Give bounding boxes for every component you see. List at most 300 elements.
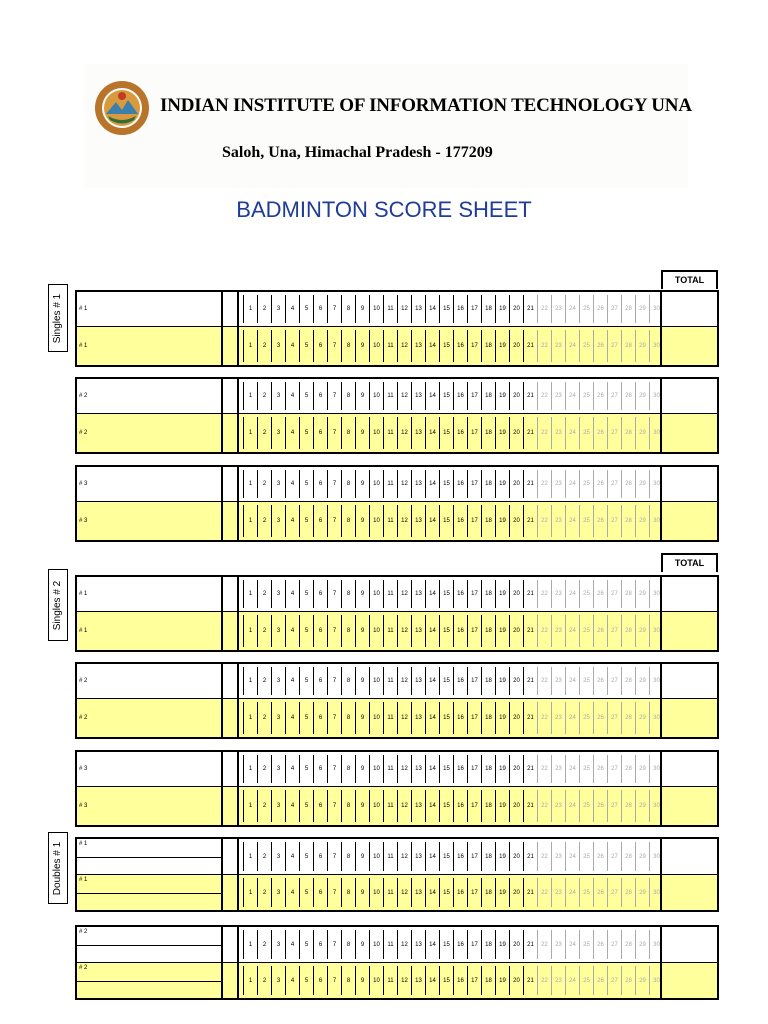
point-cell[interactable]: 16 bbox=[453, 755, 467, 783]
point-cell[interactable]: 15 bbox=[439, 615, 453, 647]
point-cell[interactable]: 25 bbox=[579, 615, 593, 647]
point-cell[interactable]: 19 bbox=[495, 295, 509, 323]
point-cell[interactable]: 12 bbox=[397, 615, 411, 647]
point-cell[interactable]: 16 bbox=[453, 930, 467, 959]
point-cell[interactable]: 25 bbox=[579, 966, 593, 995]
player-name-field[interactable] bbox=[77, 612, 223, 650]
point-cell[interactable]: 8 bbox=[341, 930, 355, 959]
point-cell[interactable]: 26 bbox=[593, 667, 607, 695]
point-cell[interactable]: 16 bbox=[453, 702, 467, 734]
point-cell[interactable]: 2 bbox=[257, 702, 271, 734]
point-cell[interactable]: 13 bbox=[411, 330, 425, 362]
point-cell[interactable]: 23 bbox=[551, 615, 565, 647]
point-cell[interactable]: 1 bbox=[243, 966, 257, 995]
player-name-field[interactable] bbox=[77, 327, 223, 365]
point-cell[interactable]: 18 bbox=[481, 842, 495, 871]
point-cell[interactable]: 7 bbox=[327, 790, 341, 822]
point-cell[interactable]: 24 bbox=[565, 417, 579, 449]
point-cell[interactable]: 28 bbox=[621, 580, 635, 608]
point-cell[interactable]: 22 bbox=[537, 470, 551, 498]
point-cell[interactable]: 16 bbox=[453, 790, 467, 822]
point-cell[interactable]: 4 bbox=[285, 505, 299, 537]
point-cell[interactable]: 21 bbox=[523, 790, 537, 822]
point-cell[interactable]: 13 bbox=[411, 295, 425, 323]
point-cell[interactable]: 18 bbox=[481, 615, 495, 647]
point-cell[interactable]: 11 bbox=[383, 505, 397, 537]
point-cell[interactable]: 23 bbox=[551, 790, 565, 822]
point-cell[interactable]: 21 bbox=[523, 615, 537, 647]
point-cell[interactable]: 24 bbox=[565, 702, 579, 734]
service-cell[interactable] bbox=[223, 467, 239, 501]
total-score-cell[interactable] bbox=[660, 379, 717, 413]
point-cell[interactable]: 27 bbox=[607, 842, 621, 871]
point-cell[interactable]: 12 bbox=[397, 470, 411, 498]
point-cell[interactable]: 23 bbox=[551, 878, 565, 907]
service-cell[interactable] bbox=[223, 787, 239, 825]
point-cell[interactable]: 7 bbox=[327, 470, 341, 498]
point-cell[interactable]: 30 bbox=[649, 790, 663, 822]
point-cell[interactable]: 28 bbox=[621, 667, 635, 695]
point-cell[interactable]: 25 bbox=[579, 702, 593, 734]
point-cell[interactable]: 21 bbox=[523, 702, 537, 734]
point-cell[interactable]: 1 bbox=[243, 615, 257, 647]
point-cell[interactable]: 3 bbox=[271, 667, 285, 695]
point-cell[interactable]: 11 bbox=[383, 382, 397, 410]
point-cell[interactable]: 26 bbox=[593, 615, 607, 647]
point-cell[interactable]: 20 bbox=[509, 580, 523, 608]
point-cell[interactable]: 7 bbox=[327, 417, 341, 449]
point-cell[interactable]: 29 bbox=[635, 330, 649, 362]
point-cell[interactable]: 18 bbox=[481, 470, 495, 498]
point-cell[interactable]: 3 bbox=[271, 966, 285, 995]
point-cell[interactable]: 4 bbox=[285, 878, 299, 907]
point-cell[interactable]: 17 bbox=[467, 505, 481, 537]
point-cell[interactable]: 7 bbox=[327, 330, 341, 362]
point-cell[interactable]: 7 bbox=[327, 842, 341, 871]
service-cell[interactable] bbox=[223, 699, 239, 737]
point-cell[interactable]: 15 bbox=[439, 702, 453, 734]
point-cell[interactable]: 29 bbox=[635, 878, 649, 907]
point-cell[interactable]: 8 bbox=[341, 790, 355, 822]
point-cell[interactable]: 21 bbox=[523, 505, 537, 537]
point-cell[interactable]: 27 bbox=[607, 417, 621, 449]
point-cell[interactable]: 20 bbox=[509, 667, 523, 695]
point-cell[interactable]: 25 bbox=[579, 790, 593, 822]
player-name-field[interactable] bbox=[77, 502, 223, 540]
point-cell[interactable]: 3 bbox=[271, 615, 285, 647]
point-cell[interactable]: 13 bbox=[411, 470, 425, 498]
point-cell[interactable]: 15 bbox=[439, 580, 453, 608]
point-cell[interactable]: 28 bbox=[621, 842, 635, 871]
point-cell[interactable]: 30 bbox=[649, 417, 663, 449]
point-cell[interactable]: 1 bbox=[243, 580, 257, 608]
point-cell[interactable]: 27 bbox=[607, 505, 621, 537]
point-cell[interactable]: 21 bbox=[523, 417, 537, 449]
point-cell[interactable]: 20 bbox=[509, 295, 523, 323]
point-cell[interactable]: 10 bbox=[369, 878, 383, 907]
point-cell[interactable]: 13 bbox=[411, 755, 425, 783]
point-cell[interactable]: 20 bbox=[509, 702, 523, 734]
player-name-field[interactable] bbox=[77, 927, 223, 962]
point-cell[interactable]: 29 bbox=[635, 842, 649, 871]
total-score-cell[interactable] bbox=[660, 664, 717, 698]
point-cell[interactable]: 24 bbox=[565, 580, 579, 608]
point-cell[interactable]: 6 bbox=[313, 470, 327, 498]
point-cell[interactable]: 9 bbox=[355, 755, 369, 783]
point-cell[interactable]: 25 bbox=[579, 330, 593, 362]
point-cell[interactable]: 30 bbox=[649, 580, 663, 608]
point-cell[interactable]: 19 bbox=[495, 702, 509, 734]
point-cell[interactable]: 14 bbox=[425, 790, 439, 822]
point-cell[interactable]: 24 bbox=[565, 966, 579, 995]
point-cell[interactable]: 30 bbox=[649, 382, 663, 410]
point-cell[interactable]: 21 bbox=[523, 667, 537, 695]
point-cell[interactable]: 3 bbox=[271, 842, 285, 871]
point-cell[interactable]: 14 bbox=[425, 417, 439, 449]
point-cell[interactable]: 2 bbox=[257, 470, 271, 498]
point-cell[interactable]: 30 bbox=[649, 930, 663, 959]
point-cell[interactable]: 30 bbox=[649, 330, 663, 362]
service-cell[interactable] bbox=[223, 379, 239, 413]
point-cell[interactable]: 24 bbox=[565, 930, 579, 959]
point-cell[interactable]: 23 bbox=[551, 966, 565, 995]
point-cell[interactable]: 16 bbox=[453, 580, 467, 608]
point-cell[interactable]: 15 bbox=[439, 790, 453, 822]
point-cell[interactable]: 27 bbox=[607, 878, 621, 907]
point-cell[interactable]: 29 bbox=[635, 930, 649, 959]
point-cell[interactable]: 19 bbox=[495, 417, 509, 449]
point-cell[interactable]: 15 bbox=[439, 878, 453, 907]
point-cell[interactable]: 26 bbox=[593, 580, 607, 608]
point-cell[interactable]: 9 bbox=[355, 790, 369, 822]
player-name-field[interactable] bbox=[77, 664, 223, 698]
service-cell[interactable] bbox=[223, 577, 239, 611]
point-cell[interactable]: 7 bbox=[327, 702, 341, 734]
service-cell[interactable] bbox=[223, 502, 239, 540]
point-cell[interactable]: 16 bbox=[453, 615, 467, 647]
point-cell[interactable]: 30 bbox=[649, 878, 663, 907]
point-cell[interactable]: 5 bbox=[299, 417, 313, 449]
point-cell[interactable]: 10 bbox=[369, 930, 383, 959]
point-cell[interactable]: 27 bbox=[607, 790, 621, 822]
point-cell[interactable]: 6 bbox=[313, 417, 327, 449]
point-cell[interactable]: 25 bbox=[579, 667, 593, 695]
point-cell[interactable]: 15 bbox=[439, 966, 453, 995]
point-cell[interactable]: 25 bbox=[579, 842, 593, 871]
point-cell[interactable]: 17 bbox=[467, 470, 481, 498]
point-cell[interactable]: 11 bbox=[383, 295, 397, 323]
point-cell[interactable]: 28 bbox=[621, 615, 635, 647]
point-cell[interactable]: 5 bbox=[299, 930, 313, 959]
point-cell[interactable]: 17 bbox=[467, 878, 481, 907]
point-cell[interactable]: 30 bbox=[649, 702, 663, 734]
point-cell[interactable]: 30 bbox=[649, 842, 663, 871]
point-cell[interactable]: 29 bbox=[635, 790, 649, 822]
point-cell[interactable]: 6 bbox=[313, 330, 327, 362]
point-cell[interactable]: 21 bbox=[523, 878, 537, 907]
point-cell[interactable]: 22 bbox=[537, 580, 551, 608]
total-score-cell[interactable] bbox=[660, 787, 717, 825]
point-cell[interactable]: 16 bbox=[453, 878, 467, 907]
point-cell[interactable]: 11 bbox=[383, 930, 397, 959]
point-cell[interactable]: 1 bbox=[243, 417, 257, 449]
point-cell[interactable]: 6 bbox=[313, 966, 327, 995]
point-cell[interactable]: 9 bbox=[355, 842, 369, 871]
service-cell[interactable] bbox=[223, 875, 239, 910]
point-cell[interactable]: 30 bbox=[649, 295, 663, 323]
point-cell[interactable]: 11 bbox=[383, 790, 397, 822]
point-cell[interactable]: 4 bbox=[285, 702, 299, 734]
point-cell[interactable]: 26 bbox=[593, 330, 607, 362]
point-cell[interactable]: 10 bbox=[369, 702, 383, 734]
point-cell[interactable]: 9 bbox=[355, 382, 369, 410]
point-cell[interactable]: 13 bbox=[411, 580, 425, 608]
point-cell[interactable]: 18 bbox=[481, 667, 495, 695]
point-cell[interactable]: 23 bbox=[551, 470, 565, 498]
point-cell[interactable]: 25 bbox=[579, 878, 593, 907]
point-cell[interactable]: 12 bbox=[397, 842, 411, 871]
player-name-field[interactable] bbox=[77, 839, 223, 874]
point-cell[interactable]: 26 bbox=[593, 930, 607, 959]
point-cell[interactable]: 17 bbox=[467, 295, 481, 323]
point-cell[interactable]: 27 bbox=[607, 930, 621, 959]
point-cell[interactable]: 18 bbox=[481, 505, 495, 537]
player-name-field[interactable] bbox=[77, 414, 223, 452]
point-cell[interactable]: 19 bbox=[495, 330, 509, 362]
point-cell[interactable]: 29 bbox=[635, 966, 649, 995]
point-cell[interactable]: 28 bbox=[621, 295, 635, 323]
point-cell[interactable]: 25 bbox=[579, 580, 593, 608]
point-cell[interactable]: 11 bbox=[383, 878, 397, 907]
point-cell[interactable]: 22 bbox=[537, 667, 551, 695]
point-cell[interactable]: 4 bbox=[285, 382, 299, 410]
point-cell[interactable]: 18 bbox=[481, 755, 495, 783]
point-cell[interactable]: 18 bbox=[481, 295, 495, 323]
point-cell[interactable]: 28 bbox=[621, 505, 635, 537]
point-cell[interactable]: 2 bbox=[257, 615, 271, 647]
point-cell[interactable]: 22 bbox=[537, 842, 551, 871]
point-cell[interactable]: 15 bbox=[439, 842, 453, 871]
point-cell[interactable]: 30 bbox=[649, 966, 663, 995]
point-cell[interactable]: 23 bbox=[551, 295, 565, 323]
point-cell[interactable]: 1 bbox=[243, 842, 257, 871]
point-cell[interactable]: 23 bbox=[551, 930, 565, 959]
point-cell[interactable]: 24 bbox=[565, 382, 579, 410]
point-cell[interactable]: 28 bbox=[621, 966, 635, 995]
point-cell[interactable]: 4 bbox=[285, 580, 299, 608]
point-cell[interactable]: 10 bbox=[369, 330, 383, 362]
point-cell[interactable]: 26 bbox=[593, 295, 607, 323]
point-cell[interactable]: 22 bbox=[537, 878, 551, 907]
point-cell[interactable]: 30 bbox=[649, 505, 663, 537]
point-cell[interactable]: 14 bbox=[425, 470, 439, 498]
point-cell[interactable]: 24 bbox=[565, 842, 579, 871]
point-cell[interactable]: 19 bbox=[495, 842, 509, 871]
point-cell[interactable]: 29 bbox=[635, 417, 649, 449]
point-cell[interactable]: 8 bbox=[341, 417, 355, 449]
point-cell[interactable]: 17 bbox=[467, 667, 481, 695]
point-cell[interactable]: 16 bbox=[453, 417, 467, 449]
point-cell[interactable]: 9 bbox=[355, 417, 369, 449]
point-cell[interactable]: 22 bbox=[537, 615, 551, 647]
point-cell[interactable]: 12 bbox=[397, 417, 411, 449]
point-cell[interactable]: 9 bbox=[355, 295, 369, 323]
point-cell[interactable]: 26 bbox=[593, 790, 607, 822]
point-cell[interactable]: 29 bbox=[635, 382, 649, 410]
point-cell[interactable]: 3 bbox=[271, 702, 285, 734]
point-cell[interactable]: 17 bbox=[467, 755, 481, 783]
point-cell[interactable]: 30 bbox=[649, 470, 663, 498]
point-cell[interactable]: 7 bbox=[327, 755, 341, 783]
player-name-field[interactable] bbox=[77, 752, 223, 786]
point-cell[interactable]: 10 bbox=[369, 580, 383, 608]
point-cell[interactable]: 10 bbox=[369, 470, 383, 498]
point-cell[interactable]: 26 bbox=[593, 878, 607, 907]
total-score-cell[interactable] bbox=[660, 699, 717, 737]
point-cell[interactable]: 15 bbox=[439, 330, 453, 362]
point-cell[interactable]: 16 bbox=[453, 382, 467, 410]
point-cell[interactable]: 20 bbox=[509, 615, 523, 647]
point-cell[interactable]: 16 bbox=[453, 505, 467, 537]
point-cell[interactable]: 24 bbox=[565, 615, 579, 647]
point-cell[interactable]: 12 bbox=[397, 702, 411, 734]
point-cell[interactable]: 14 bbox=[425, 330, 439, 362]
point-cell[interactable]: 24 bbox=[565, 505, 579, 537]
point-cell[interactable]: 26 bbox=[593, 382, 607, 410]
point-cell[interactable]: 2 bbox=[257, 382, 271, 410]
point-cell[interactable]: 23 bbox=[551, 842, 565, 871]
point-cell[interactable]: 29 bbox=[635, 702, 649, 734]
point-cell[interactable]: 27 bbox=[607, 615, 621, 647]
point-cell[interactable]: 6 bbox=[313, 615, 327, 647]
point-cell[interactable]: 29 bbox=[635, 505, 649, 537]
point-cell[interactable]: 13 bbox=[411, 878, 425, 907]
point-cell[interactable]: 5 bbox=[299, 382, 313, 410]
total-score-cell[interactable] bbox=[660, 927, 717, 962]
point-cell[interactable]: 27 bbox=[607, 470, 621, 498]
point-cell[interactable]: 23 bbox=[551, 330, 565, 362]
point-cell[interactable]: 15 bbox=[439, 470, 453, 498]
service-cell[interactable] bbox=[223, 963, 239, 998]
point-cell[interactable]: 14 bbox=[425, 382, 439, 410]
point-cell[interactable]: 8 bbox=[341, 330, 355, 362]
point-cell[interactable]: 5 bbox=[299, 667, 313, 695]
point-cell[interactable]: 1 bbox=[243, 330, 257, 362]
point-cell[interactable]: 18 bbox=[481, 966, 495, 995]
point-cell[interactable]: 26 bbox=[593, 966, 607, 995]
point-cell[interactable]: 10 bbox=[369, 667, 383, 695]
point-cell[interactable]: 21 bbox=[523, 842, 537, 871]
point-cell[interactable]: 1 bbox=[243, 755, 257, 783]
point-cell[interactable]: 6 bbox=[313, 930, 327, 959]
point-cell[interactable]: 10 bbox=[369, 790, 383, 822]
player-name-field[interactable] bbox=[77, 467, 223, 501]
point-cell[interactable]: 15 bbox=[439, 417, 453, 449]
point-cell[interactable]: 1 bbox=[243, 505, 257, 537]
point-cell[interactable]: 17 bbox=[467, 930, 481, 959]
point-cell[interactable]: 27 bbox=[607, 667, 621, 695]
point-cell[interactable]: 27 bbox=[607, 755, 621, 783]
point-cell[interactable]: 6 bbox=[313, 505, 327, 537]
point-cell[interactable]: 25 bbox=[579, 295, 593, 323]
point-cell[interactable]: 17 bbox=[467, 966, 481, 995]
point-cell[interactable]: 20 bbox=[509, 966, 523, 995]
point-cell[interactable]: 22 bbox=[537, 702, 551, 734]
point-cell[interactable]: 23 bbox=[551, 702, 565, 734]
point-cell[interactable]: 11 bbox=[383, 702, 397, 734]
point-cell[interactable]: 24 bbox=[565, 330, 579, 362]
point-cell[interactable]: 13 bbox=[411, 842, 425, 871]
point-cell[interactable]: 26 bbox=[593, 470, 607, 498]
point-cell[interactable]: 12 bbox=[397, 930, 411, 959]
point-cell[interactable]: 14 bbox=[425, 505, 439, 537]
point-cell[interactable]: 6 bbox=[313, 878, 327, 907]
point-cell[interactable]: 17 bbox=[467, 702, 481, 734]
point-cell[interactable]: 24 bbox=[565, 790, 579, 822]
point-cell[interactable]: 1 bbox=[243, 295, 257, 323]
point-cell[interactable]: 18 bbox=[481, 382, 495, 410]
point-cell[interactable]: 3 bbox=[271, 580, 285, 608]
point-cell[interactable]: 11 bbox=[383, 842, 397, 871]
point-cell[interactable]: 22 bbox=[537, 330, 551, 362]
point-cell[interactable]: 21 bbox=[523, 580, 537, 608]
point-cell[interactable]: 27 bbox=[607, 382, 621, 410]
point-cell[interactable]: 7 bbox=[327, 382, 341, 410]
point-cell[interactable]: 6 bbox=[313, 702, 327, 734]
point-cell[interactable]: 21 bbox=[523, 930, 537, 959]
point-cell[interactable]: 21 bbox=[523, 755, 537, 783]
point-cell[interactable]: 15 bbox=[439, 667, 453, 695]
total-score-cell[interactable] bbox=[660, 292, 717, 326]
total-score-cell[interactable] bbox=[660, 963, 717, 998]
point-cell[interactable]: 26 bbox=[593, 842, 607, 871]
point-cell[interactable]: 12 bbox=[397, 755, 411, 783]
point-cell[interactable]: 13 bbox=[411, 417, 425, 449]
point-cell[interactable]: 26 bbox=[593, 505, 607, 537]
point-cell[interactable]: 5 bbox=[299, 966, 313, 995]
point-cell[interactable]: 13 bbox=[411, 667, 425, 695]
total-score-cell[interactable] bbox=[660, 875, 717, 910]
point-cell[interactable]: 9 bbox=[355, 505, 369, 537]
point-cell[interactable]: 14 bbox=[425, 667, 439, 695]
point-cell[interactable]: 15 bbox=[439, 505, 453, 537]
point-cell[interactable]: 11 bbox=[383, 966, 397, 995]
total-score-cell[interactable] bbox=[660, 327, 717, 365]
point-cell[interactable]: 6 bbox=[313, 790, 327, 822]
point-cell[interactable]: 15 bbox=[439, 930, 453, 959]
point-cell[interactable]: 3 bbox=[271, 505, 285, 537]
point-cell[interactable]: 12 bbox=[397, 295, 411, 323]
point-cell[interactable]: 5 bbox=[299, 615, 313, 647]
point-cell[interactable]: 2 bbox=[257, 842, 271, 871]
service-cell[interactable] bbox=[223, 414, 239, 452]
point-cell[interactable]: 6 bbox=[313, 842, 327, 871]
service-cell[interactable] bbox=[223, 927, 239, 962]
point-cell[interactable]: 5 bbox=[299, 702, 313, 734]
total-score-cell[interactable] bbox=[660, 467, 717, 501]
point-cell[interactable]: 1 bbox=[243, 702, 257, 734]
player-name-field[interactable] bbox=[77, 875, 223, 910]
point-cell[interactable]: 3 bbox=[271, 470, 285, 498]
player-name-field[interactable] bbox=[77, 577, 223, 611]
point-cell[interactable]: 5 bbox=[299, 505, 313, 537]
point-cell[interactable]: 7 bbox=[327, 930, 341, 959]
total-score-cell[interactable] bbox=[660, 414, 717, 452]
point-cell[interactable]: 3 bbox=[271, 878, 285, 907]
point-cell[interactable]: 5 bbox=[299, 330, 313, 362]
point-cell[interactable]: 8 bbox=[341, 842, 355, 871]
point-cell[interactable]: 12 bbox=[397, 505, 411, 537]
